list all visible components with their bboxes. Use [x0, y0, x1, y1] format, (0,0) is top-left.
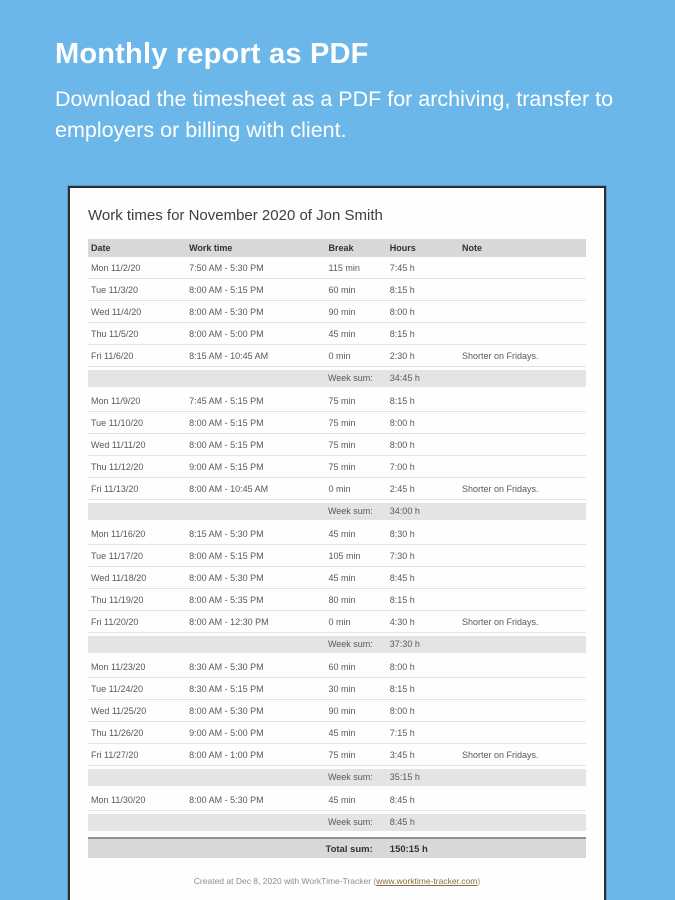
week-sum-row	[88, 636, 586, 653]
week-sum-spacer	[459, 769, 586, 786]
cell-work_time: 7:45 AM - 5:15 PM	[189, 396, 264, 406]
cell-date: Mon 11/2/20	[91, 263, 141, 273]
document-footer	[88, 876, 586, 886]
week-sum-value: 34:45 h	[389, 373, 420, 383]
table-row	[88, 722, 586, 744]
cell-hours: 8:15 h	[389, 285, 415, 295]
cell-hours: 8:15 h	[389, 396, 415, 406]
cell-date: Thu 11/12/20	[91, 462, 144, 472]
timesheet-table	[88, 239, 586, 858]
total-sum-label: Total sum:	[325, 844, 373, 855]
cell-note	[459, 545, 586, 566]
cell-work_time: 8:00 AM - 5:30 PM	[189, 307, 264, 317]
table-row	[88, 434, 586, 456]
cell-work_time: 8:00 AM - 5:15 PM	[189, 551, 264, 561]
cell-work_time: 7:50 AM - 5:30 PM	[189, 263, 264, 273]
table-row	[88, 478, 586, 500]
cell-hours: 8:45 h	[389, 795, 415, 805]
cell-date: Tue 11/24/20	[91, 684, 144, 694]
cell-note	[459, 567, 586, 588]
table-row	[88, 656, 586, 678]
week-sum-label: Week sum:	[327, 639, 373, 649]
table-row	[88, 257, 586, 279]
week-sum-row	[88, 769, 586, 786]
page-subtitle: Download the timesheet as a PDF for archiving, transfer to employers or billing with client.	[55, 87, 614, 142]
column-header-work-time: Work time	[189, 243, 233, 253]
cell-note	[459, 301, 586, 322]
cell-date: Wed 11/11/20	[91, 440, 146, 450]
cell-break: 90 min	[328, 706, 356, 716]
cell-work_time: 8:15 AM - 10:45 AM	[189, 351, 269, 361]
cell-note	[459, 700, 586, 721]
cell-date: Wed 11/25/20	[91, 706, 147, 716]
cell-hours: 8:15 h	[389, 329, 415, 339]
cell-work_time: 8:00 AM - 5:15 PM	[189, 418, 264, 428]
week-sum-row	[88, 370, 586, 387]
cell-hours: 7:15 h	[389, 728, 415, 738]
cell-date: Thu 11/26/20	[91, 728, 144, 738]
table-row	[88, 345, 586, 367]
cell-hours: 8:00 h	[389, 440, 415, 450]
cell-note	[459, 434, 586, 455]
week-sum-row	[88, 503, 586, 520]
column-header-date: Date	[91, 243, 111, 253]
cell-work_time: 8:00 AM - 5:15 PM	[189, 285, 264, 295]
cell-break: 30 min	[328, 684, 356, 694]
cell-work_time: 8:30 AM - 5:15 PM	[189, 684, 264, 694]
cell-break: 75 min	[328, 750, 356, 760]
cell-note: Shorter on Fridays.	[461, 484, 539, 494]
cell-hours: 7:45 h	[389, 263, 415, 273]
cell-work_time: 8:00 AM - 5:30 PM	[189, 573, 264, 583]
table-row	[88, 523, 586, 545]
cell-work_time: 8:30 AM - 5:30 PM	[189, 662, 264, 672]
table-row	[88, 456, 586, 478]
table-row	[88, 678, 586, 700]
cell-date: Mon 11/23/20	[91, 662, 146, 672]
cell-break: 0 min	[328, 351, 351, 361]
table-row	[88, 611, 586, 633]
total-sum-row	[88, 837, 586, 858]
cell-hours: 8:00 h	[389, 418, 415, 428]
cell-date: Fri 11/13/20	[91, 484, 139, 494]
column-header-hours: Hours	[389, 243, 416, 253]
cell-work_time: 8:00 AM - 5:30 PM	[189, 706, 264, 716]
cell-date: Tue 11/17/20	[91, 551, 144, 561]
cell-date: Wed 11/4/20	[91, 307, 142, 317]
cell-note	[459, 412, 586, 433]
pdf-preview-card	[68, 186, 606, 900]
total-sum-spacer	[459, 839, 586, 858]
table-row	[88, 279, 586, 301]
week-sum-label: Week sum:	[327, 817, 373, 827]
week-sum-value: 35:15 h	[389, 772, 420, 782]
cell-break: 45 min	[328, 529, 356, 539]
hero-section	[0, 0, 675, 145]
table-row	[88, 412, 586, 434]
week-sum-label: Week sum:	[327, 373, 373, 383]
cell-date: Fri 11/6/20	[91, 351, 134, 361]
footer-created-text: Created at Dec 8, 2020 with WorkTime-Tracker (	[193, 876, 377, 886]
worktime-tracker-link[interactable]: www.worktime-tracker.com	[376, 876, 478, 886]
table-row	[88, 789, 586, 811]
cell-work_time: 8:00 AM - 5:35 PM	[189, 595, 264, 605]
document-title: Work times for November 2020 of Jon Smith	[88, 207, 383, 224]
cell-work_time: 8:00 AM - 12:30 PM	[189, 617, 269, 627]
cell-note	[459, 257, 586, 278]
week-sum-spacer	[459, 636, 586, 653]
table-row	[88, 390, 586, 412]
cell-note	[459, 523, 586, 544]
cell-break: 75 min	[328, 418, 356, 428]
table-row	[88, 589, 586, 611]
cell-break: 45 min	[328, 573, 356, 583]
week-sum-row	[88, 814, 586, 831]
cell-break: 60 min	[328, 662, 356, 672]
cell-break: 45 min	[328, 728, 356, 738]
table-row	[88, 301, 586, 323]
cell-date: Thu 11/5/20	[91, 329, 139, 339]
cell-date: Fri 11/27/20	[91, 750, 139, 760]
cell-hours: 8:00 h	[389, 662, 415, 672]
week-sum-label: Week sum:	[327, 772, 373, 782]
cell-note: Shorter on Fridays.	[461, 750, 539, 760]
cell-break: 45 min	[328, 795, 356, 805]
cell-break: 90 min	[328, 307, 356, 317]
week-sum-label: Week sum:	[327, 506, 373, 516]
cell-hours: 7:00 h	[389, 462, 415, 472]
cell-hours: 8:15 h	[389, 684, 415, 694]
cell-date: Mon 11/30/20	[91, 795, 146, 805]
week-sum-value: 37:30 h	[389, 639, 420, 649]
cell-date: Wed 11/18/20	[91, 573, 147, 583]
cell-work_time: 9:00 AM - 5:15 PM	[189, 462, 264, 472]
cell-note	[459, 678, 586, 699]
cell-note	[459, 390, 586, 411]
cell-hours: 8:00 h	[389, 706, 415, 716]
cell-hours: 4:30 h	[389, 617, 415, 627]
table-row	[88, 567, 586, 589]
cell-break: 45 min	[328, 329, 356, 339]
footer-created-text-end: )	[477, 876, 481, 886]
cell-break: 0 min	[328, 617, 351, 627]
cell-work_time: 8:00 AM - 5:30 PM	[189, 795, 264, 805]
cell-hours: 8:30 h	[389, 529, 415, 539]
table-row	[88, 744, 586, 766]
cell-note: Shorter on Fridays.	[461, 617, 539, 627]
cell-note	[459, 589, 586, 610]
column-header-break: Break	[328, 243, 354, 253]
week-sum-spacer	[459, 370, 586, 387]
cell-date: Mon 11/9/20	[91, 396, 141, 406]
cell-break: 75 min	[328, 396, 356, 406]
cell-date: Thu 11/19/20	[91, 595, 144, 605]
cell-note	[459, 279, 586, 300]
cell-date: Tue 11/10/20	[91, 418, 144, 428]
cell-note	[459, 656, 586, 677]
cell-break: 80 min	[328, 595, 356, 605]
cell-note	[459, 456, 586, 477]
cell-work_time: 8:00 AM - 5:15 PM	[189, 440, 264, 450]
cell-work_time: 8:00 AM - 1:00 PM	[189, 750, 264, 760]
column-header-note: Note	[461, 243, 482, 253]
cell-work_time: 9:00 AM - 5:00 PM	[189, 728, 264, 738]
cell-break: 105 min	[328, 551, 361, 561]
cell-break: 0 min	[328, 484, 351, 494]
cell-break: 75 min	[328, 440, 356, 450]
cell-note	[459, 722, 586, 743]
table-header-row	[88, 239, 586, 257]
cell-note	[459, 323, 586, 344]
table-row	[88, 545, 586, 567]
cell-hours: 8:15 h	[389, 595, 415, 605]
cell-hours: 7:30 h	[389, 551, 415, 561]
cell-work_time: 8:15 AM - 5:30 PM	[189, 529, 264, 539]
cell-hours: 8:45 h	[389, 573, 415, 583]
cell-break: 60 min	[328, 285, 356, 295]
cell-note: Shorter on Fridays.	[461, 351, 539, 361]
cell-hours: 2:30 h	[389, 351, 415, 361]
week-sum-value: 34:00 h	[389, 506, 420, 516]
cell-break: 115 min	[328, 263, 360, 273]
cell-hours: 2:45 h	[389, 484, 415, 494]
table-body	[88, 257, 586, 831]
cell-note	[459, 789, 586, 810]
week-sum-spacer	[459, 814, 586, 831]
cell-work_time: 8:00 AM - 5:00 PM	[189, 329, 264, 339]
cell-hours: 8:00 h	[389, 307, 415, 317]
cell-date: Tue 11/3/20	[91, 285, 139, 295]
table-row	[88, 700, 586, 722]
cell-date: Fri 11/20/20	[91, 617, 139, 627]
table-row	[88, 323, 586, 345]
total-sum-value: 150:15 h	[389, 844, 428, 855]
page-title: Monthly report as PDF	[55, 38, 369, 70]
cell-hours: 3:45 h	[389, 750, 415, 760]
cell-date: Mon 11/16/20	[91, 529, 146, 539]
week-sum-spacer	[459, 503, 586, 520]
week-sum-value: 8:45 h	[389, 817, 415, 827]
cell-work_time: 8:00 AM - 10:45 AM	[189, 484, 269, 494]
cell-break: 75 min	[328, 462, 356, 472]
